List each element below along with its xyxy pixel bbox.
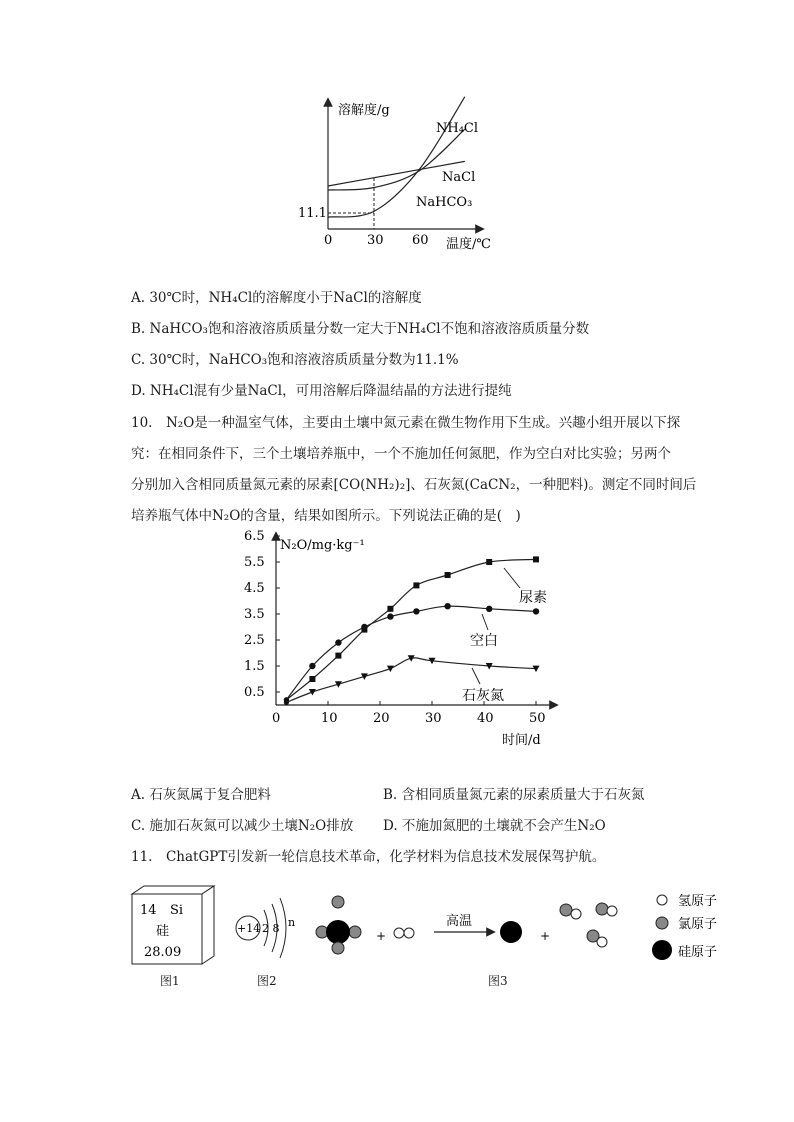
reaction-figure bbox=[310, 880, 630, 960]
series-label-blank: 空白 bbox=[470, 633, 498, 649]
data-point bbox=[387, 666, 394, 673]
data-point bbox=[335, 653, 341, 659]
caption-fig1: 图1 bbox=[160, 974, 180, 988]
y-annotation: 11.1 bbox=[298, 206, 327, 221]
q10-option-a: A. 石灰氮属于复合肥料 bbox=[131, 787, 271, 803]
x-axis-label: 温度/℃ bbox=[446, 237, 491, 252]
hcl-molecules bbox=[560, 903, 617, 947]
atom-structure-figure bbox=[232, 896, 304, 960]
y-tick-label: 3.5 bbox=[244, 607, 265, 622]
chlorine-icon bbox=[656, 917, 668, 929]
x-tick-30: 30 bbox=[367, 233, 384, 248]
x-tick-label: 0 bbox=[272, 711, 281, 726]
data-point bbox=[533, 556, 539, 562]
q10-option-c: C. 施加石灰氮可以减少土壤N₂O排放 bbox=[131, 818, 354, 834]
data-point bbox=[444, 603, 450, 609]
data-point bbox=[309, 663, 315, 669]
x-tick-label: 30 bbox=[425, 711, 442, 726]
element-symbol: Si bbox=[170, 903, 184, 918]
series-line-0 bbox=[286, 559, 536, 699]
plus-sign-1: + bbox=[376, 929, 387, 943]
caption-fig3: 图3 bbox=[488, 974, 508, 988]
x-tick-60: 60 bbox=[412, 233, 429, 248]
q10-option-b: B. 含相同质量氮元素的尿素质量大于石灰氮 bbox=[383, 787, 645, 803]
series-label-nh4cl: NH₄Cl bbox=[436, 121, 479, 136]
data-point bbox=[387, 613, 393, 619]
y-tick-label: 1.5 bbox=[244, 659, 265, 674]
shell-n-label: n bbox=[288, 916, 296, 929]
q9-option-b: B. NaHCO₃饱和溶液溶质质量分数一定大于NH₄Cl不饱和溶液溶质质量分数 bbox=[131, 321, 590, 337]
q9-option-a: A. 30℃时，NH₄Cl的溶解度小于NaCl的溶解度 bbox=[131, 290, 422, 306]
silicon-icon bbox=[652, 940, 672, 960]
element-number: 14 bbox=[140, 903, 157, 918]
y-axis-label: N₂O/mg·kg⁻¹ bbox=[280, 538, 365, 553]
data-point bbox=[486, 559, 492, 565]
reaction-condition: 高温 bbox=[446, 914, 473, 929]
q10-stem-line2: 究：在相同条件下，三个土壤培养瓶中，一个不施加任何氮肥，作为空白对比实验；另两个 bbox=[131, 446, 671, 462]
atom-legend bbox=[650, 890, 750, 966]
data-point bbox=[387, 606, 393, 612]
q10-stem-line1: 10. N₂O是一种温室气体，主要由土壤中氮元素在微生物作用下生成。兴趣小组开展以下探 bbox=[131, 415, 681, 431]
x-tick-label: 50 bbox=[529, 711, 546, 726]
element-mass: 28.09 bbox=[144, 945, 182, 960]
sicl4-molecule bbox=[316, 896, 361, 954]
q9-option-c: C. 30℃时，NaHCO₃饱和溶液溶质质量分数为11.1% bbox=[131, 352, 459, 368]
si-atom bbox=[500, 921, 522, 943]
data-point bbox=[361, 624, 367, 630]
q10-stem-line3: 分别加入含相同质量氮元素的尿素[CO(NH₂)₂]、石灰氮(CaCN₂，一种肥料)。测定不同时间后 bbox=[131, 477, 697, 493]
y-axis-label: 溶解度/g bbox=[338, 103, 390, 118]
series-label-nahco3: NaHCO₃ bbox=[416, 195, 473, 210]
series-label-lime-nitrogen: 石灰氮 bbox=[462, 688, 504, 704]
data-point bbox=[533, 608, 539, 614]
q9-option-d: D. NH₄Cl混有少量NaCl，可用溶解后降温结晶的方法进行提纯 bbox=[131, 383, 512, 399]
y-tick-label: 2.5 bbox=[244, 633, 265, 648]
x-axis-label: 时间/d bbox=[502, 733, 541, 748]
data-point bbox=[413, 582, 419, 588]
y-tick-label: 6.5 bbox=[244, 530, 265, 544]
nucleus-charge: +14 bbox=[237, 922, 261, 935]
legend-hydrogen: 氢原子 bbox=[678, 894, 718, 909]
q10-option-d: D. 不施加氮肥的土壤就不会产生N₂O bbox=[383, 818, 606, 834]
x-tick-0: 0 bbox=[324, 233, 333, 248]
legend-silicon: 硅原子 bbox=[678, 945, 718, 960]
q11-stem-line1: 11. ChatGPT引发新一轮信息技术革命，化学材料为信息技术发展保驾护航。 bbox=[131, 849, 606, 865]
plus-sign-2: + bbox=[540, 929, 551, 943]
x-tick-label: 40 bbox=[477, 711, 494, 726]
n2o-chart bbox=[236, 530, 566, 752]
y-tick-label: 0.5 bbox=[244, 685, 265, 700]
hydrogen-icon bbox=[657, 895, 667, 905]
x-tick-label: 20 bbox=[373, 711, 390, 726]
data-point bbox=[309, 676, 315, 682]
element-box-figure bbox=[126, 884, 216, 968]
series-label-nacl: NaCl bbox=[442, 170, 476, 185]
series-line-1 bbox=[286, 606, 536, 700]
h2-molecule bbox=[394, 928, 414, 938]
element-name: 硅 bbox=[156, 924, 170, 939]
data-point bbox=[284, 700, 289, 705]
x-tick-label: 10 bbox=[321, 711, 338, 726]
data-point bbox=[335, 639, 341, 645]
data-point bbox=[486, 606, 492, 612]
data-point bbox=[445, 572, 451, 578]
y-tick-label: 5.5 bbox=[244, 555, 265, 570]
series-label-urea: 尿素 bbox=[519, 590, 547, 606]
legend-chlorine: 氯原子 bbox=[678, 917, 718, 932]
caption-fig2: 图2 bbox=[257, 974, 277, 988]
y-tick-label: 4.5 bbox=[244, 581, 265, 596]
q10-stem-line4: 培养瓶气体中N₂O的含量，结果如图所示。下列说法正确的是( ) bbox=[131, 508, 521, 524]
solubility-chart bbox=[290, 92, 520, 254]
shell-electrons: 2 8 bbox=[262, 922, 280, 935]
data-point bbox=[413, 608, 419, 614]
